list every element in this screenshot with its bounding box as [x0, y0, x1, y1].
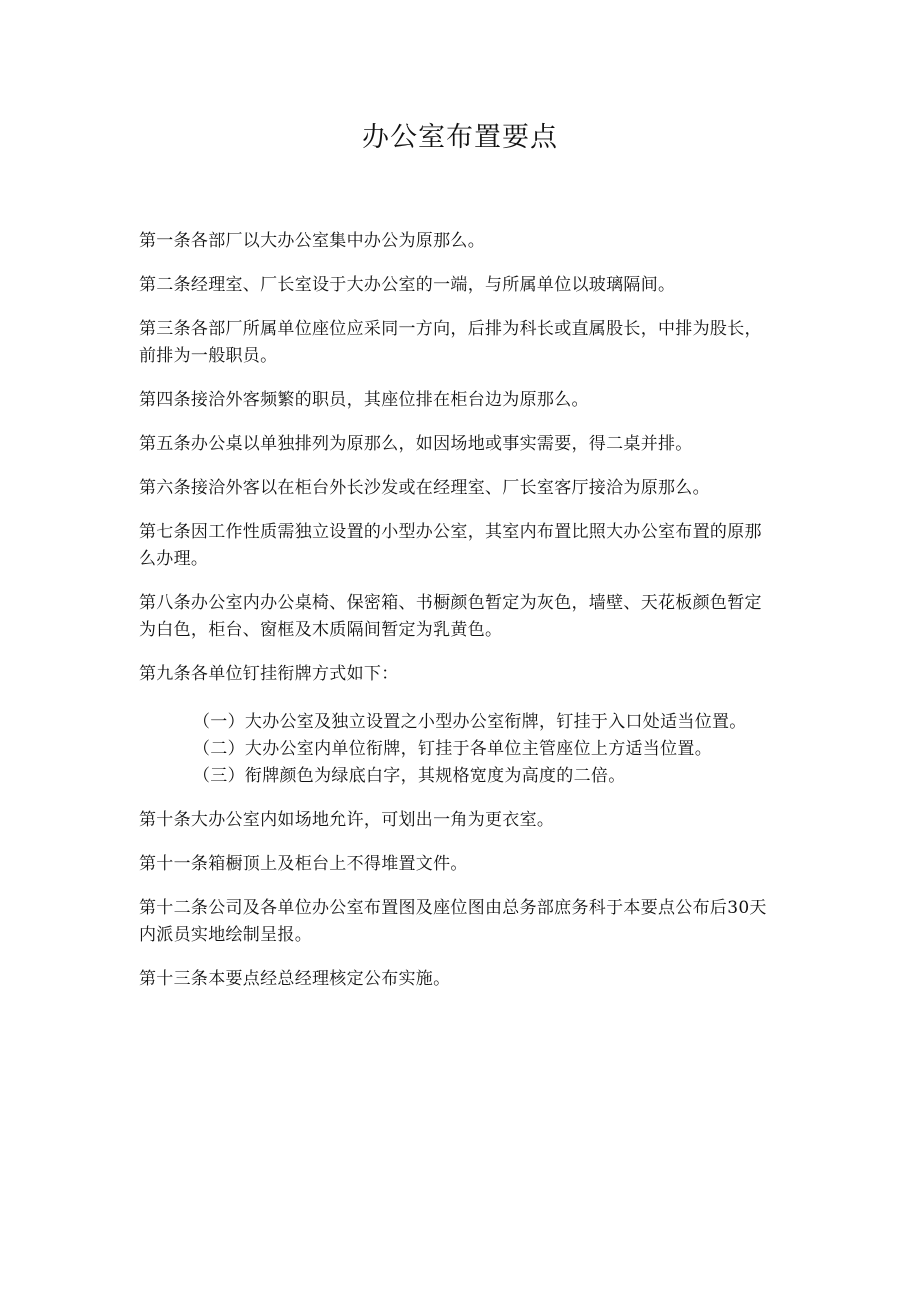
article-1: 第一条各部厂以大办公室集中办公为原那么。 [139, 231, 485, 251]
article-4: 第四条接洽外客频繁的职员，其座位排在柜台边为原那么。 [139, 390, 589, 410]
article-9: 第九条各单位钉挂衔牌方式如下： [139, 664, 399, 684]
article-9-sublist [139, 705, 779, 790]
article-7: 第七条因工作性质需独立设置的小型办公室，其室内布置比照大办公室布置的原那么办理。 [139, 522, 762, 569]
document-body [139, 228, 779, 1010]
article-8: 第八条办公室内办公桌椅、保密箱、书橱颜色暂定为灰色，墙壁、天花板颜色暂定为白色，柜台、窗框及木质隔间暂定为乳黄色。 [139, 593, 762, 640]
sub-item-3: （三）衔牌颜色为绿底白字，其规格宽度为高度的二倍。 [193, 766, 626, 786]
sub-item-1: （一）大办公室及独立设置之小型办公室衔牌，钉挂于入口处适当位置。 [193, 712, 747, 732]
document-title: 办公室布置要点 [362, 122, 558, 153]
article-3: 第三条各部厂所属单位座位应采同一方向，后排为科长或直属股长，中排为股长，前排为一般职员。 [139, 319, 762, 366]
article-2: 第二条经理室、厂长室设于大办公室的一端，与所属单位以玻璃隔间。 [139, 275, 676, 295]
article-11: 第十一条箱橱顶上及柜台上不得堆置文件。 [139, 854, 468, 874]
article-13: 第十三条本要点经总经理核定公布实施。 [139, 969, 451, 989]
article-6: 第六条接洽外客以在柜台外长沙发或在经理室、厂长室客厅接洽为原那么。 [139, 478, 710, 498]
article-5: 第五条办公桌以单独排列为原那么，如因场地或事实需要，得二桌并排。 [139, 434, 693, 454]
article-12: 第十二条公司及各单位办公室布置图及座位图由总务部庶务科于本要点公布后30天内派员实地绘制呈报。 [139, 898, 767, 945]
article-10: 第十条大办公室内如场地允许，可划出一角为更衣室。 [139, 810, 555, 830]
sub-item-2: （二）大办公室内单位衔牌，钉挂于各单位主管座位上方适当位置。 [193, 739, 712, 759]
